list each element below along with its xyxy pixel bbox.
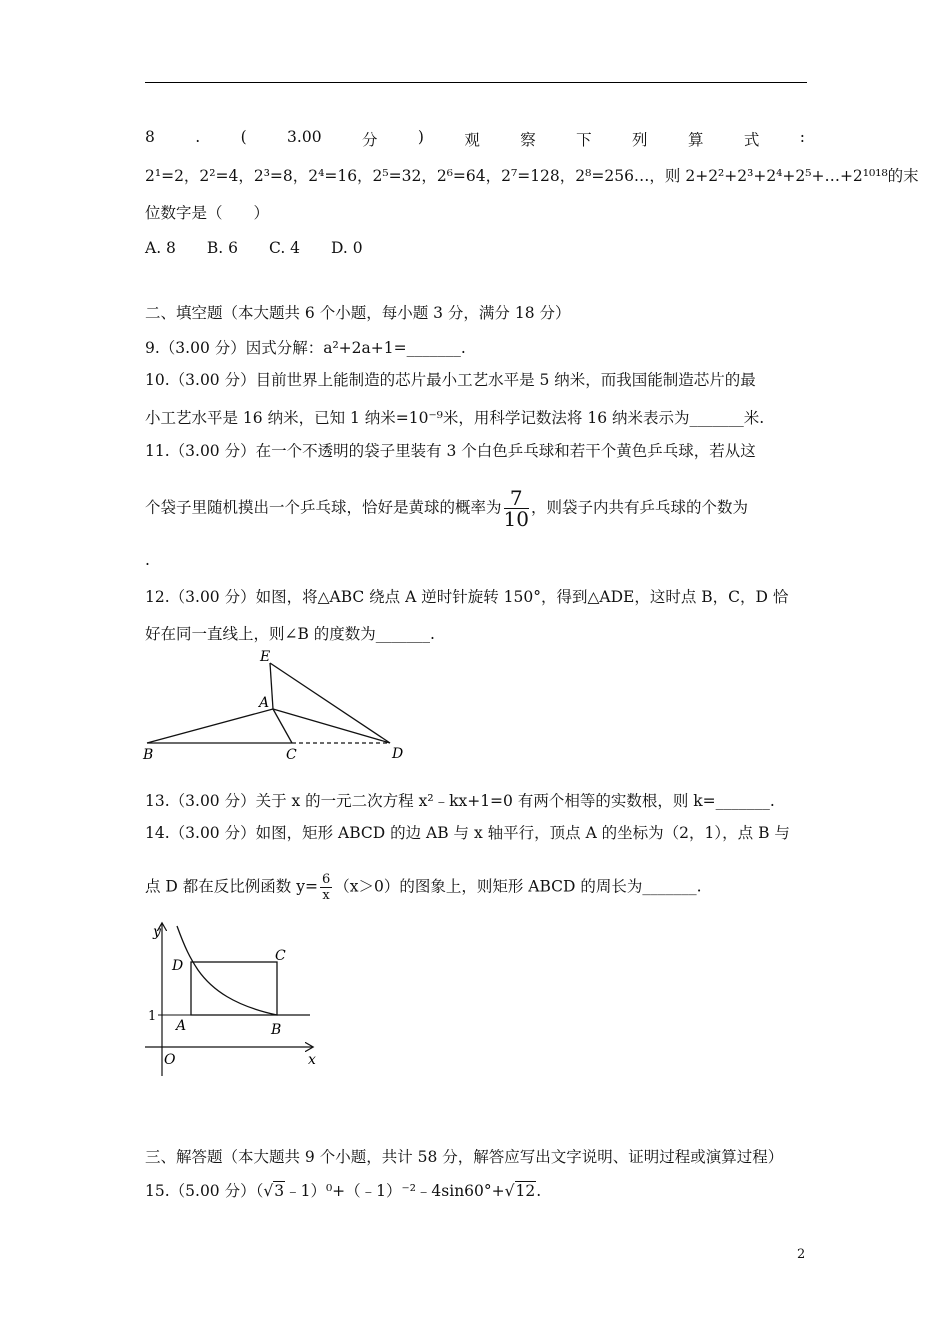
q8-part: . bbox=[195, 128, 201, 146]
segment-ED bbox=[270, 663, 390, 743]
label-D: D bbox=[172, 958, 184, 974]
q9-text: 9.（3.00 分）因式分解：a²+2a+1=_______. bbox=[145, 339, 466, 357]
label-A: A bbox=[259, 695, 270, 711]
q11-fraction bbox=[504, 488, 529, 529]
q15-text-mid: ﹣1）⁰+（﹣1）⁻²﹣4sin60°+ bbox=[285, 1182, 505, 1200]
q8-part: 8 bbox=[145, 128, 155, 146]
radicand: 3 bbox=[274, 1182, 285, 1200]
q8-part: : bbox=[799, 128, 805, 146]
q10-line-2: 小工艺水平是 16 纳米，已知 1 纳米=10⁻⁹米，用科学记数法将 16 纳米表示为_______米. bbox=[145, 409, 765, 427]
q11-line-1: 11.（3.00 分）在一个不透明的袋子里装有 3 个白色乒乓球和若干个黄色乒乓球，若从这 bbox=[145, 442, 756, 460]
q8-heading bbox=[145, 128, 805, 150]
section-2-title: 二、填空题（本大题共 6 个小题，每小题 3 分，满分 18 分） bbox=[145, 304, 571, 322]
q8-part: ( bbox=[240, 128, 247, 146]
q13-text: 13.（3.00 分）关于 x 的一元二次方程 x²﹣kx+1=0 有两个相等的实数根，则 k=_______. bbox=[145, 792, 775, 810]
q8-part: ) bbox=[417, 128, 424, 146]
label-x: x bbox=[308, 1052, 316, 1068]
q10-line-1: 10.（3.00 分）目前世界上能制造的芯片最小工艺水平是 5 纳米，而我国能制造芯片的最 bbox=[145, 371, 756, 389]
q15-text bbox=[145, 1179, 541, 1201]
segment-BA bbox=[147, 709, 273, 743]
label-C: C bbox=[275, 948, 286, 964]
label-E: E bbox=[260, 649, 271, 665]
segment-AE bbox=[270, 663, 273, 709]
q8-options: A. 8 B. 6 C. 4 D. 0 bbox=[145, 239, 363, 257]
q14-line-1: 14.（3.00 分）如图，矩形 ABCD 的边 AB 与 x 轴平行，顶点 A 的坐标为（2，1），点 B 与 bbox=[145, 824, 790, 842]
label-A: A bbox=[176, 1018, 187, 1034]
segment-AD bbox=[273, 709, 390, 743]
q11-text-a: 个袋子里随机摸出一个乒乓球，恰好是黄球的概率为 bbox=[145, 498, 502, 517]
label-B: B bbox=[271, 1022, 282, 1038]
q12-line-1: 12.（3.00 分）如图，将△ABC 绕点 A 逆时针旋转 150°，得到△ADE，这时点 B，C，D 恰 bbox=[145, 588, 789, 606]
q15-text-end: . bbox=[536, 1182, 542, 1200]
q8-part: 3.00 bbox=[287, 128, 322, 146]
label-O: O bbox=[164, 1052, 176, 1068]
fraction-denominator: x bbox=[322, 888, 330, 903]
q14-text-b: （x＞0）的图象上，则矩形 ABCD 的周长为_______. bbox=[334, 877, 702, 896]
q12-line-2: 好在同一直线上，则∠B 的度数为_______. bbox=[145, 625, 435, 643]
fraction-numerator: 6 bbox=[321, 872, 331, 887]
q12-figure bbox=[140, 645, 420, 765]
sqrt-12: √12 bbox=[504, 1182, 536, 1200]
header-rule bbox=[145, 82, 807, 83]
sqrt-3: √3 bbox=[263, 1182, 285, 1200]
q14-fraction bbox=[320, 872, 332, 903]
q8-line-2: 2¹=2，2²=4，2³=8，2⁴=16，2⁵=32，2⁶=64，2⁷=128，2⁸=256…，则 2+2²+2³+2⁴+2⁵+…+2¹⁰¹⁸的末 bbox=[145, 167, 919, 185]
q11-line-2 bbox=[145, 488, 748, 529]
fraction-denominator: 10 bbox=[503, 507, 529, 531]
label-D: D bbox=[392, 746, 404, 762]
radicand: 12 bbox=[515, 1182, 536, 1200]
section-3-title: 三、解答题（本大题共 9 个小题，共计 58 分，解答应写出文字说明、证明过程或演算过程） bbox=[145, 1148, 784, 1166]
label-C: C bbox=[286, 747, 297, 763]
q14-figure bbox=[140, 918, 340, 1080]
page-number: 2 bbox=[797, 1247, 806, 1262]
q14-line-2 bbox=[145, 872, 702, 903]
fraction-numerator: 7 bbox=[504, 488, 529, 509]
q11-text-b: ，则袋子内共有乒乓球的个数为 bbox=[530, 498, 748, 517]
q14-text-a: 点 D 都在反比例函数 y= bbox=[145, 877, 318, 896]
q8-part: 分 bbox=[361, 131, 378, 149]
q8-part: 观 bbox=[464, 131, 480, 149]
q11-line-3: . bbox=[145, 551, 150, 569]
q15-text-pre: 15.（5.00 分）（ bbox=[145, 1182, 264, 1200]
q8-part: 算 bbox=[687, 131, 704, 149]
q8-line-3: 位数字是（ ） bbox=[145, 204, 270, 222]
label-one: 1 bbox=[148, 1009, 157, 1024]
label-y: y bbox=[153, 924, 161, 940]
q8-part: 式 bbox=[743, 131, 760, 149]
hyperbola-curve bbox=[177, 926, 310, 1015]
q8-part: 下 bbox=[576, 131, 592, 149]
q8-part: 列 bbox=[632, 131, 648, 149]
label-B: B bbox=[143, 747, 154, 763]
rectangle-ABCD bbox=[191, 962, 277, 1015]
q8-part: 察 bbox=[520, 131, 536, 149]
